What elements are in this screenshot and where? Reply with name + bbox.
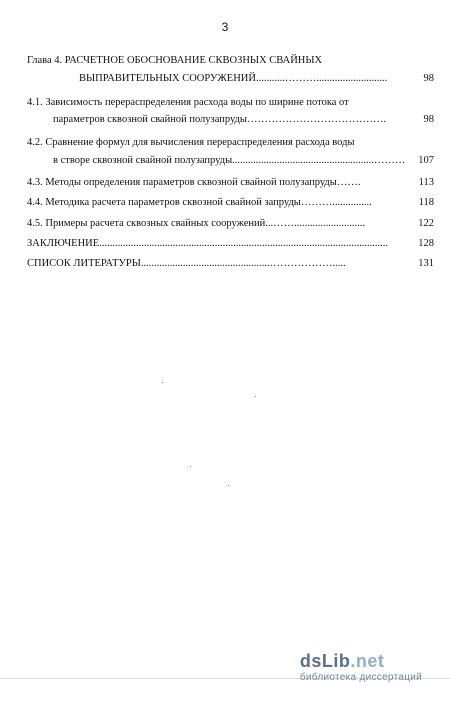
toc-page-number: 131 [418, 258, 434, 269]
toc-leader-dots: ......................................................……… [232, 155, 406, 166]
logo-suffix-text: .net [350, 651, 385, 671]
scan-speck [255, 396, 256, 397]
toc-entry-text: 4.2. Сравнение формул для вычисления перераспределения расхода воды [27, 137, 355, 148]
toc-page-number: 118 [418, 197, 434, 208]
dslib-logo[interactable] [300, 651, 422, 683]
logo-wordmark [300, 651, 422, 672]
toc-entry-text: в створе сквозной свайной полузапруды [53, 155, 233, 166]
toc-entry [53, 113, 386, 126]
toc-entry-text: ВЫПРАВИТЕЛЬНЫХ СООРУЖЕНИЙ [79, 73, 256, 84]
toc-page-number: 98 [423, 114, 434, 125]
toc-chapter-heading [27, 54, 322, 67]
toc-entry [27, 237, 388, 250]
toc-entry-text: 4.1. Зависимость перераспределения расхода воды по ширине потока от [27, 97, 349, 108]
toc-entry [27, 257, 346, 270]
toc-leader-dots: ...........………........................... [255, 73, 388, 84]
scan-speck [228, 485, 229, 486]
toc-entry-text: 4.3. Методы определения параметров сквозной свайной полузапруды [27, 177, 337, 188]
toc-entry-text: СПИСОК ЛИТЕРАТУРЫ [27, 258, 141, 269]
scan-speck [162, 382, 163, 383]
toc-leader-dots: ……. [336, 177, 361, 188]
toc-entry [27, 176, 360, 189]
toc-leader-dots: ...……........................... [265, 218, 366, 229]
toc-entry [27, 96, 349, 109]
toc-entry-text: ЗАКЛЮЧЕНИЕ [27, 238, 100, 249]
toc-leader-dots: .................................................………………..... [140, 258, 346, 269]
toc-leader-dots: ………............... [300, 197, 372, 208]
toc-entry-text: 4.5. Примеры расчета сквозных свайных сооружений [27, 218, 266, 229]
toc-leader-dots: .............................................................................................................. [99, 238, 388, 249]
toc-page-number: 98 [423, 73, 434, 84]
logo-main-text: dsLib [299, 651, 351, 671]
toc-entry-text: 4.4. Методика расчета параметров сквозной свайной запруды [27, 197, 301, 208]
toc-page-number: 128 [418, 238, 434, 249]
scan-speck [190, 466, 191, 467]
toc-entry [79, 72, 387, 85]
toc-entry-text: параметров сквозной свайной полузапруды [53, 114, 247, 125]
toc-entry [27, 217, 365, 230]
logo-subtitle: библиотека диссертаций [299, 672, 422, 683]
toc-entry [53, 154, 405, 167]
toc-page-number: 113 [418, 177, 434, 188]
toc-page-number: 107 [418, 155, 434, 166]
toc-entry [27, 196, 372, 209]
page-number: 3 [221, 20, 229, 34]
toc-entry [27, 136, 355, 149]
toc-page-number: 122 [418, 218, 434, 229]
toc-entry-text: Глава 4. РАСЧЕТНОЕ ОБОСНОВАНИЕ СКВОЗНЫХ СВАЙНЫХ [27, 55, 323, 66]
toc-leader-dots: …………………………………. [246, 114, 387, 125]
